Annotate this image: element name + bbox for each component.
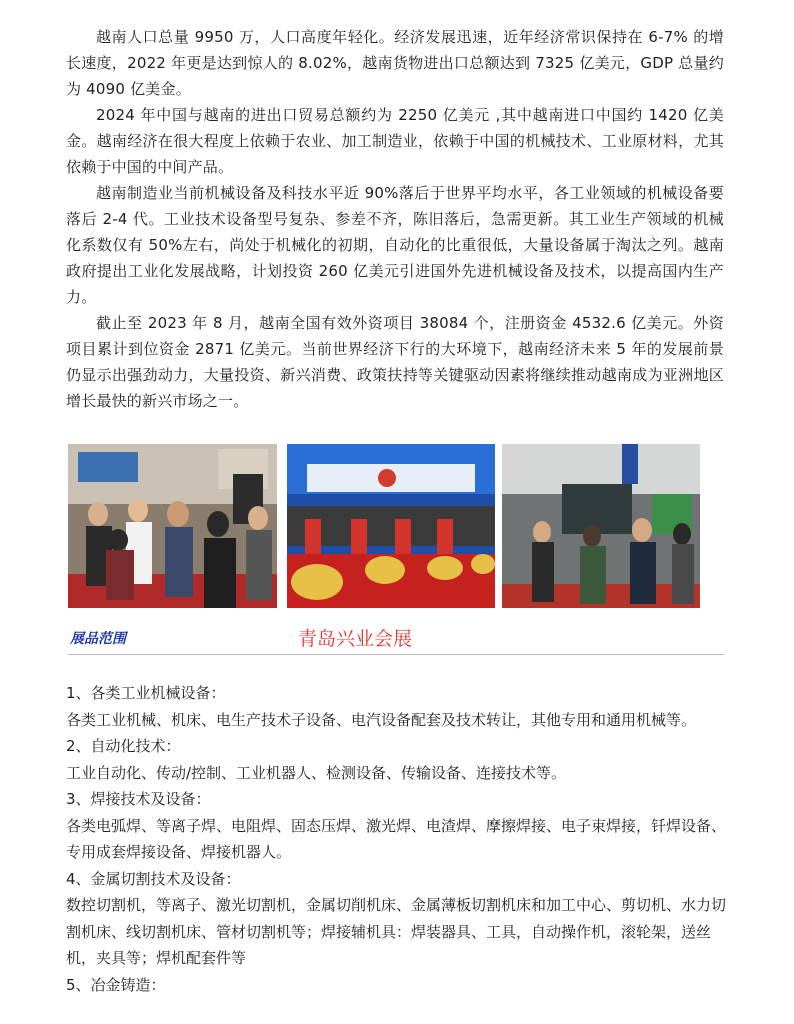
range-3-desc: 各类电弧焊、等离子焊、电阻焊、固态压焊、激光焊、电渣焊、摩擦焊接、电子束焊接，钎焊设备、专用成套焊接设备、焊接机器人。 <box>66 816 727 861</box>
photo-opening-ceremony <box>287 444 495 608</box>
exhibit-scope-header <box>68 622 724 662</box>
section-label: 展品范围 <box>70 630 126 646</box>
range-3-title: 3、焊接技术及设备： <box>66 790 211 808</box>
range-1-title: 1、各类工业机械设备： <box>66 684 226 702</box>
section-divider <box>68 654 724 655</box>
exhibition-photos <box>68 444 700 608</box>
range-2-title: 2、自动化技术： <box>66 737 181 755</box>
intro-paragraph-3: 越南制造业当前机械设备及科技水平近 90%落后于世界平均水平，各工业领域的机械设备要落后 2-4 代。工业技术设备型号复杂、参差不齐，陈旧落后，急需更新。其工业生产领域的机械化系数仅有 50%左右，尚处于机械化的初期，自动化的比重很低，大量设备属于淘汰之列。越南政府提出工业化发展战略，计划投资 260 亿美元引进国外先进机械设备及技术，以提高国内生产力。 <box>66 184 724 306</box>
intro-paragraph-1: 越南人口总量 9950 万，人口高度年轻化。经济发展迅速，近年经济常识保持在 6-7% 的增长速度，2022 年更是达到惊人的 8.02%，越南货物进出口总额达到 7325 亿美元，GDP 总量约为 4090 亿美金。 <box>66 28 724 98</box>
range-2-desc: 工业自动化、传动/控制、工业机器人、检测设备、传输设备、连接技术等。 <box>66 763 567 782</box>
photo-visitors-hall <box>502 444 700 608</box>
intro-paragraph-4: 截止至 2023 年 8 月，越南全国有效外资项目 38084 个，注册资金 4532.6 亿美元。外资项目累计到位资金 2871 亿美元。当前世界经济下行的大环境下，越南经济未来 5 年的发展前景仍显示出强劲动力，大量投资、新兴消费、政策扶持等关键驱动因素将继续推动越南成为亚洲地区增长最快的新兴市场之一。 <box>66 314 724 410</box>
exhibit-range-list <box>66 680 728 998</box>
intro-paragraph-2: 2024 年中国与越南的进出口贸易总额约为 2250 亿美元 ,其中越南进口中国约 1420 亿美金。越南经济在很大程度上依赖于农业、加工制造业，依赖于中国的机械技术、工业原材料，尤其依赖于中国的中间产品。 <box>66 106 724 176</box>
range-4-desc: 数控切割机，等离子、激光切割机，金属切削机床、金属薄板切割机床和加工中心、剪切机、水力切割机床、线切割机床、管材切割机等；焊接辅机具：焊装器具、工具，自动操作机，滚轮架，送丝机，夹具等；焊机配套件等 <box>66 896 727 967</box>
range-5-title: 5、冶金铸造： <box>66 975 166 994</box>
range-1-desc: 各类工业机械、机床、电生产技术子设备、电汽设备配套及技术转让，其他专用和通用机械等。 <box>66 710 697 729</box>
photo-exhibition-crowd <box>68 444 277 608</box>
intro-text <box>66 24 724 414</box>
range-4-title: 4、金属切割技术及设备： <box>66 869 241 888</box>
organizer-brand: 青岛兴业会展 <box>298 628 413 650</box>
